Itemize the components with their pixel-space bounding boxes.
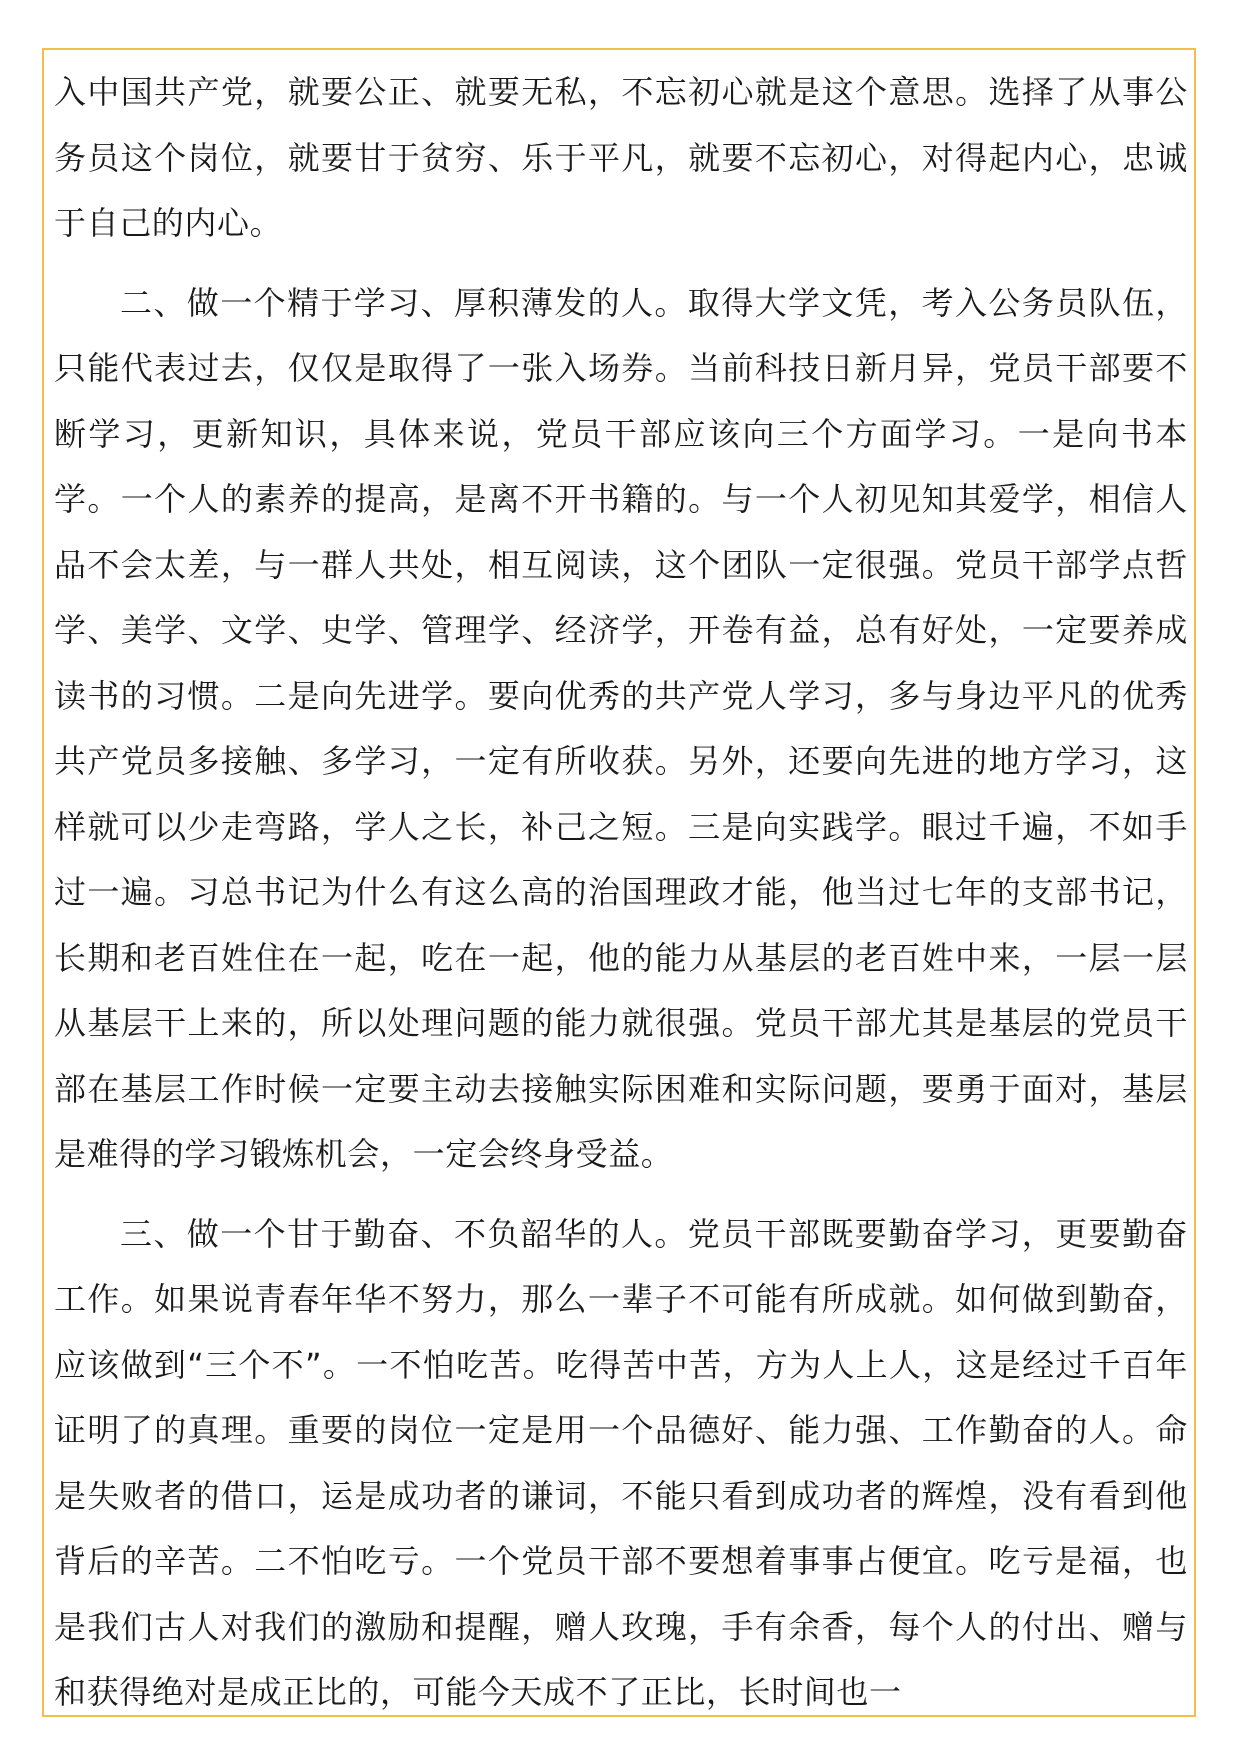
paragraph-continuation: 入中国共产党，就要公正、就要无私，不忘初心就是这个意思。选择了从事公务员这个岗位，就要甘于贫穷、乐于平凡，就要不忘初心，对得起内心，忠诚于自己的内心。 <box>54 73 1188 242</box>
document-body <box>54 60 1188 1717</box>
paragraph-section-three: 三、做一个甘于勤奋、不负韶华的人。党员干部既要勤奋学习，更要勤奋工作。如果说青春年华不努力，那么一辈子不可能有所成就。如何做到勤奋，应该做到“三个不”。一不怕吃苦。吃得苦中苦，方为人上人，这是经过千百年证明了的真理。重要的岗位一定是用一个品德好、能力强、工作勤奋的人。命是失败者的借口，运是成功者的谦词，不能只看到成功者的辉煌，没有看到他背后的辛苦。二不怕吃亏。一个党员干部不要想着事事占便宜。吃亏是福，也是我们古人对我们的激励和提醒，赠人玫瑰，手有余香，每个人的付出、赠与和获得绝对是成正比的，可能今天成不了正比，长时间也一 <box>54 1214 1188 1711</box>
paragraph-section-two: 二、做一个精于学习、厚积薄发的人。取得大学文凭，考入公务员队伍，只能代表过去，仅仅是取得了一张入场券。当前科技日新月异，党员干部要不断学习，更新知识，具体来说，党员干部应该向三个方面学习。一是向书本学。一个人的素养的提高，是离不开书籍的。与一个人初见知其爱学，相信人品不会太差，与一群人共处，相互阅读，这个团队一定很强。党员干部学点哲学、美学、文学、史学、管理学、经济学，开卷有益，总有好处，一定要养成读书的习惯。二是向先进学。要向优秀的共产党人学习，多与身边平凡的优秀共产党员多接触、多学习，一定有所收获。另外，还要向先进的地方学习，这样就可以少走弯路，学人之长，补己之短。三是向实践学。眼过千遍，不如手过一遍。习总书记为什么有这么高的治国理政才能，他当过七年的支部书记，长期和老百姓住在一起，吃在一起，他的能力从基层的老百姓中来，一层一层从基层干上来的，所以处理问题的能力就很强。党员干部尤其是基层的党员干部在基层工作时候一定要主动去接触实际困难和实际问题，要勇于面对，基层是难得的学习锻炼机会，一定会终身受益。 <box>54 283 1188 1173</box>
page-frame <box>42 48 1196 1717</box>
